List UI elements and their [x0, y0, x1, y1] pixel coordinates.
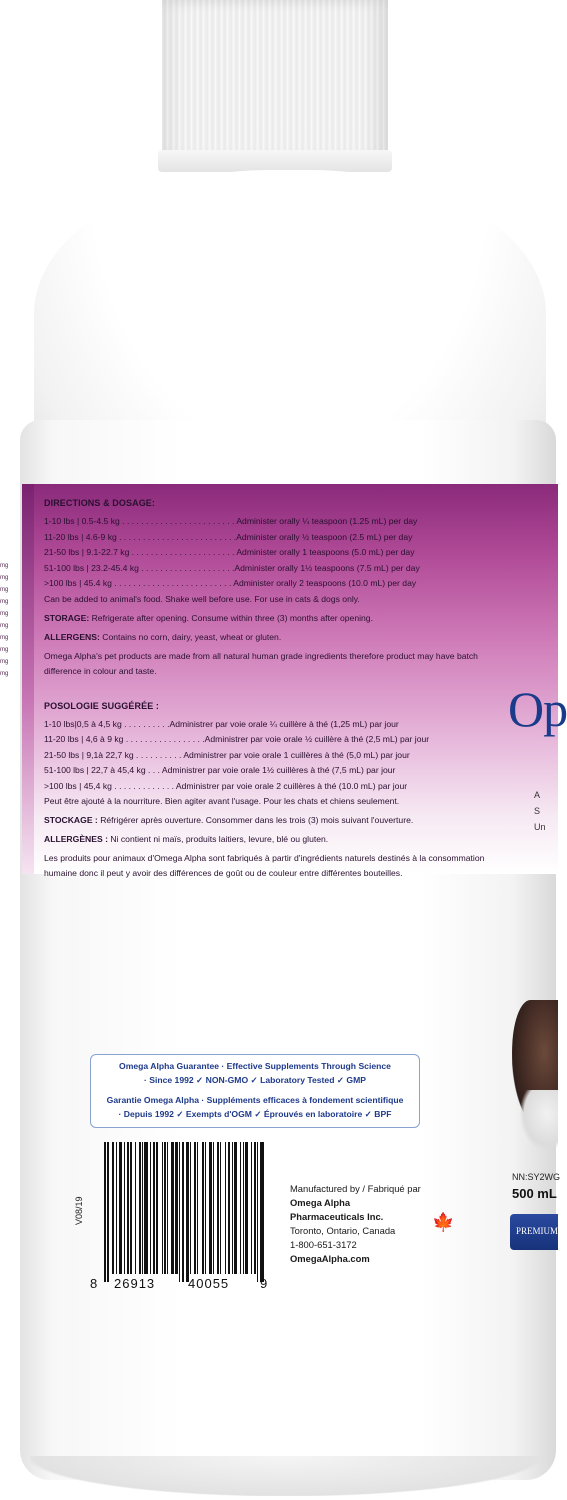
brand-fragment: Op — [508, 681, 567, 737]
instructions-panel — [44, 498, 504, 881]
barcode-bar — [232, 1142, 233, 1274]
barcode-bar — [107, 1142, 108, 1282]
posologie-note: Peut être ajouté à la nourriture. Bien agiter avant l'usage. Pour les chats et chiens seulement. — [44, 796, 400, 806]
barcode-digit: 9 — [260, 1276, 269, 1291]
version-code: V08/19 — [74, 1196, 84, 1225]
barcode-bar — [240, 1142, 241, 1274]
allergens-line — [44, 630, 504, 645]
barcode-bar — [162, 1142, 163, 1274]
company-name-2: Pharmaceuticals Inc. — [290, 1211, 384, 1222]
barcode-bar — [144, 1142, 147, 1274]
posologie-row: 21-50 lbs | 9,1à 22,7 kg . . . . . . . . . . Administrer par voie orale 1 cuillères à thé (5,0 mL) par jour — [44, 749, 410, 760]
barcode-bar — [234, 1142, 237, 1274]
maple-leaf-icon: 🍁 — [432, 1212, 455, 1232]
barcode-bar — [225, 1142, 226, 1274]
allergens-label: ALLERGENS: — [44, 631, 100, 642]
barcode-bars — [104, 1142, 268, 1274]
barcode-bar — [245, 1142, 247, 1274]
wrapped-label-fragments: mg mg mg mg mg mg mg mg mg mg — [0, 563, 9, 677]
front-text-fragment: Un — [534, 822, 546, 832]
storage-line — [44, 611, 504, 626]
storage-label: STORAGE: — [44, 612, 90, 623]
barcode-bar — [190, 1142, 191, 1274]
volume-label: 500 mL — [512, 1186, 557, 1201]
dosage-row: 21-50 lbs | 9.1-22.7 kg . . . . . . . . . . . . . . . . . . . . . . Administer orally 1 teaspoons (5.0 mL) per day — [44, 547, 415, 557]
barcode-bar — [254, 1142, 256, 1274]
barcode-bar — [164, 1142, 166, 1274]
guarantee-claims-fr: · Depuis 1992 ✓ Exempts d'OGM ✓ Éprouvés en laboratoire ✓ BPF — [118, 1109, 392, 1119]
company-address: Toronto, Ontario, Canada — [290, 1225, 396, 1236]
label-edge-strip — [22, 484, 34, 874]
barcode-bar — [179, 1142, 180, 1282]
barcode-bar — [112, 1142, 114, 1274]
barcode-bar — [257, 1142, 258, 1282]
npn-number: NN:SY2WG — [512, 1172, 561, 1182]
barcode-bar — [130, 1142, 131, 1274]
guarantee-claims-en: · Since 1992 ✓ NON-GMO ✓ Laboratory Tested ✓ GMP — [143, 1075, 366, 1085]
barcode-bar — [150, 1142, 151, 1274]
guarantee-box — [90, 1054, 420, 1128]
manufacturer-line: Manufactured by / Fabriqué par — [290, 1183, 421, 1194]
barcode-bar — [156, 1142, 158, 1274]
barcode-bar — [209, 1142, 212, 1274]
barcode-bar — [142, 1142, 143, 1274]
dosage-row: 51-100 lbs | 23.2-45.4 kg . . . . . . . . . . . . . . . . . . . .Administer orally 1½ teaspoons (7.5 mL) per day — [44, 562, 420, 573]
barcode-bar — [228, 1142, 230, 1274]
posologie-row: 11-20 lbs | 4,6 à 9 kg . . . . . . . . . . . . . . . . .Administrer par voie orale ½ cuillère à thé (2,5 mL) par jour — [44, 734, 430, 744]
barcode-bar — [243, 1142, 244, 1274]
upc-barcode — [90, 1142, 270, 1302]
barcode-bar — [205, 1142, 206, 1274]
stockage-text: Réfrigérer après ouverture. Consommer dans les trois (3) mois suivant l'ouverture. — [100, 815, 414, 825]
dosage-row: 1-10 lbs | 0.5-4.5 kg . . . . . . . . . . . . . . . . . . . . . . . . Administer orally ¼ teaspoon (1.25 mL) per day — [44, 516, 418, 526]
company-website: OmegaAlpha.com — [290, 1253, 370, 1264]
barcode-bar — [127, 1142, 129, 1274]
barcode-bar — [135, 1142, 136, 1274]
barcode-bar — [119, 1142, 122, 1274]
barcode-bar — [167, 1142, 168, 1274]
barcode-bar — [153, 1142, 154, 1274]
barcode-bar — [175, 1142, 177, 1274]
premium-badge — [510, 1214, 558, 1250]
barcode-digit: 26913 — [114, 1276, 156, 1291]
allergenes-label: ALLERGÈNES : — [44, 834, 108, 844]
allergenes-line — [44, 832, 504, 847]
barcode-bar — [202, 1142, 204, 1274]
stockage-label: STOCKAGE : — [44, 815, 98, 825]
omega-note-fr: Les produits pour animaux d'Omega Alpha sont fabriqués à partir d'ingrédients naturels destinés à la consommation humaine donc il peut y avoir des différences de goût ou de couleur entre différentes bouteilles. — [44, 853, 485, 878]
barcode-digit: 40055 — [188, 1276, 230, 1291]
directions-heading: DIRECTIONS & DOSAGE: — [44, 498, 156, 508]
barcode-digit: 8 — [90, 1276, 99, 1291]
barcode-bar — [139, 1142, 141, 1274]
barcode-bar — [197, 1142, 198, 1274]
barcode-bar — [220, 1142, 221, 1274]
barcode-bar — [260, 1142, 263, 1282]
company-name: Omega Alpha — [290, 1197, 351, 1208]
front-text-fragment: A — [534, 790, 541, 800]
front-text-fragment: S — [534, 806, 541, 816]
barcode-bar — [104, 1142, 106, 1282]
barcode-bar — [251, 1142, 252, 1274]
posologie-row: 1-10 lbs|0,5 à 4,5 kg . . . . . . . . . .Administrer par voie orale ¼ cuillère à thé (1,25 mL) par jour — [44, 718, 399, 729]
barcode-bar — [217, 1142, 219, 1274]
dog-photo-chest — [520, 1090, 558, 1150]
barcode-bar — [182, 1142, 184, 1282]
bottle-cap — [162, 0, 388, 160]
omega-note: Omega Alpha's pet products are made from all natural human grade ingredients therefore product may have batch difference in colour and taste. — [44, 650, 478, 676]
stockage-line — [44, 813, 504, 828]
guarantee-line-en: Omega Alpha Guarantee · Effective Supplements Through Science — [119, 1061, 391, 1071]
cap-ring — [158, 150, 392, 172]
company-phone: 1-800-651-3172 — [290, 1239, 357, 1250]
allergenes-text: Ni contient ni maïs, produits laitiers, levure, blé ou gluten. — [110, 834, 329, 844]
storage-text: Refrigerate after opening. Consume within three (3) months after opening. — [91, 612, 373, 623]
directions-note: Can be added to animal's food. Shake well before use. For use in cats & dogs only. — [44, 593, 360, 604]
premium-text: PREMIUM — [516, 1226, 559, 1236]
posologie-row: >100 lbs | 45,4 kg . . . . . . . . . . . . . Administrer par voie orale 2 cuillères à thé (10.0 mL) par jour — [44, 780, 408, 791]
manufacturer-block — [290, 1182, 510, 1266]
barcode-bar — [186, 1142, 189, 1282]
dosage-row: >100 lbs | 45.4 kg . . . . . . . . . . . . . . . . . . . . . . . . . Administer orally 2 teaspoons (10.0 mL) per day — [44, 578, 417, 588]
allergens-text: Contains no corn, dairy, yeast, wheat or gluten. — [102, 631, 282, 642]
bottle-base — [30, 1456, 540, 1496]
posologie-heading: POSOLOGIE SUGGÉRÉE : — [44, 700, 160, 711]
dosage-row: 11-20 lbs | 4.6-9 kg . . . . . . . . . . . . . . . . . . . . . . . . .Administer orally ½ teaspoon (2.5 mL) per day — [44, 531, 413, 542]
barcode-bar — [213, 1142, 214, 1274]
barcode-bar — [116, 1142, 117, 1274]
barcode-bar — [194, 1142, 196, 1274]
posologie-row: 51-100 lbs | 22,7 à 45,4 kg . . . Administrer par voie orale 1½ cuillères à thé (7,5 mL) par jour — [44, 765, 396, 775]
guarantee-line-fr: Garantie Omega Alpha · Suppléments efficaces à fondement scientifique — [106, 1095, 404, 1105]
barcode-bar — [124, 1142, 125, 1274]
barcode-bar — [171, 1142, 174, 1274]
